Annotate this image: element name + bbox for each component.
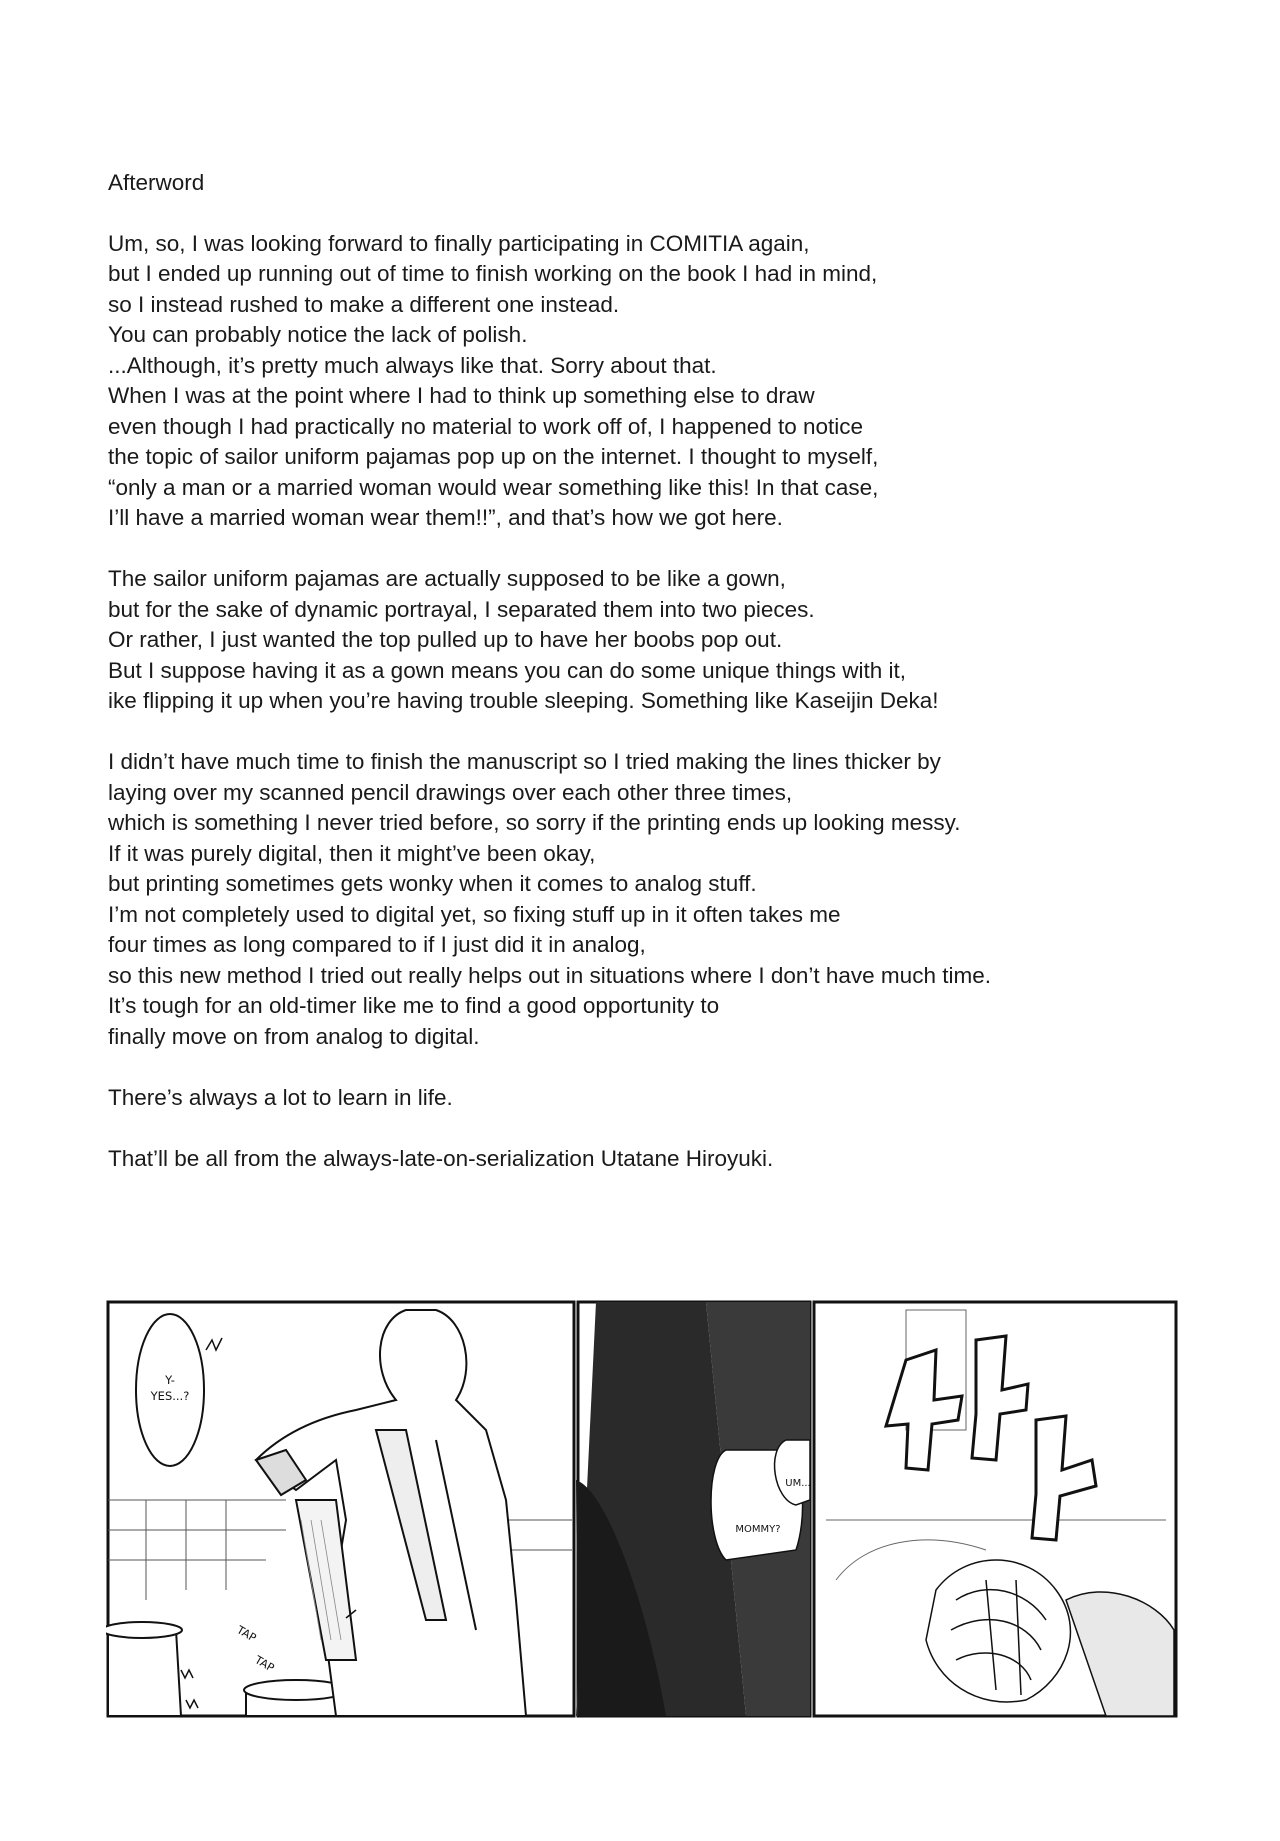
bubble-yes-line2: YES...? — [150, 1389, 190, 1403]
comic-panel-doorway — [576, 1302, 811, 1716]
afterword-line: even though I had practically no material to work off of, I happened to notice — [108, 413, 864, 439]
comic-strip — [106, 1300, 1178, 1720]
afterword-line: I didn’t have much time to finish the manuscript so I tried making the lines thicker by — [108, 749, 941, 774]
afterword-line: which is something I never tried before, so sorry if the printing ends up looking messy. — [108, 810, 961, 835]
afterword-line: laying over my scanned pencil drawings over each other three times, — [108, 779, 793, 805]
afterword-line: The sailor uniform pajamas are actually supposed to be like a gown, — [108, 566, 786, 591]
afterword-line: “only a man or a married woman would wear something like this! In that case, — [108, 474, 879, 500]
afterword-title: Afterword — [108, 170, 205, 195]
afterword-line: ike flipping it up when you’re having trouble sleeping. Something like Kaseijin Deka! — [108, 688, 939, 713]
comic-panel-sound-effect — [814, 1302, 1176, 1716]
afterword-paragraph — [108, 564, 1168, 717]
afterword-line: ...Although, it’s pretty much always like that. Sorry about that. — [108, 352, 717, 378]
afterword-line: There’s always a lot to learn in life. — [108, 1084, 453, 1110]
afterword-line: It’s tough for an old-timer like me to find a good opportunity to — [108, 993, 720, 1018]
afterword-line: the topic of sailor uniform pajamas pop up on the internet. I thought to myself, — [108, 444, 879, 469]
afterword-paragraph — [108, 1083, 1168, 1114]
bubble-um: UM... — [785, 1478, 811, 1489]
afterword-line: When I was at the point where I had to think up something else to draw — [108, 383, 815, 408]
afterword-paragraphs — [108, 229, 1168, 1175]
afterword-line: Or rather, I just wanted the top pulled up to have her boobs pop out. — [108, 627, 783, 652]
afterword-line: but I ended up running out of time to finish working on the book I had in mind, — [108, 261, 878, 286]
comic-panel-kitchen — [106, 1302, 574, 1716]
bubble-yes-line1: Y- — [165, 1373, 175, 1387]
afterword-line: That’ll be all from the always-late-on-serialization Utatane Hiroyuki. — [108, 1145, 774, 1171]
afterword-line: Um, so, I was looking forward to finally participating in COMITIA again, — [108, 230, 810, 256]
sfx-tap-2: TAP — [252, 1653, 277, 1675]
afterword-line: I’m not completely used to digital yet, so fixing stuff up in it often takes me — [108, 901, 841, 927]
afterword-line: finally move on from analog to digital. — [108, 1023, 480, 1049]
afterword-line: so I instead rushed to make a different one instead. — [108, 291, 620, 317]
afterword-line: four times as long compared to if I just did it in analog, — [108, 932, 646, 957]
afterword-line: but for the sake of dynamic portrayal, I separated them into two pieces. — [108, 596, 815, 622]
afterword-line: You can probably notice the lack of polish. — [108, 322, 528, 347]
afterword-line: But I suppose having it as a gown means you can do some unique things with it, — [108, 657, 906, 683]
afterword-text — [108, 168, 1168, 1205]
sfx-tap-1: TAP — [234, 1623, 259, 1645]
afterword-paragraph — [108, 229, 1168, 534]
afterword-line: so this new method I tried out really helps out in situations where I don’t have much time. — [108, 962, 991, 988]
afterword-line: If it was purely digital, then it might’ve been okay, — [108, 840, 596, 866]
afterword-paragraph — [108, 747, 1168, 1052]
afterword-line: but printing sometimes gets wonky when it comes to analog stuff. — [108, 871, 757, 896]
afterword-paragraph — [108, 1144, 1168, 1175]
bubble-mommy: MOMMY? — [735, 1524, 781, 1535]
afterword-line: I’ll have a married woman wear them!!”, and that’s how we got here. — [108, 505, 783, 530]
